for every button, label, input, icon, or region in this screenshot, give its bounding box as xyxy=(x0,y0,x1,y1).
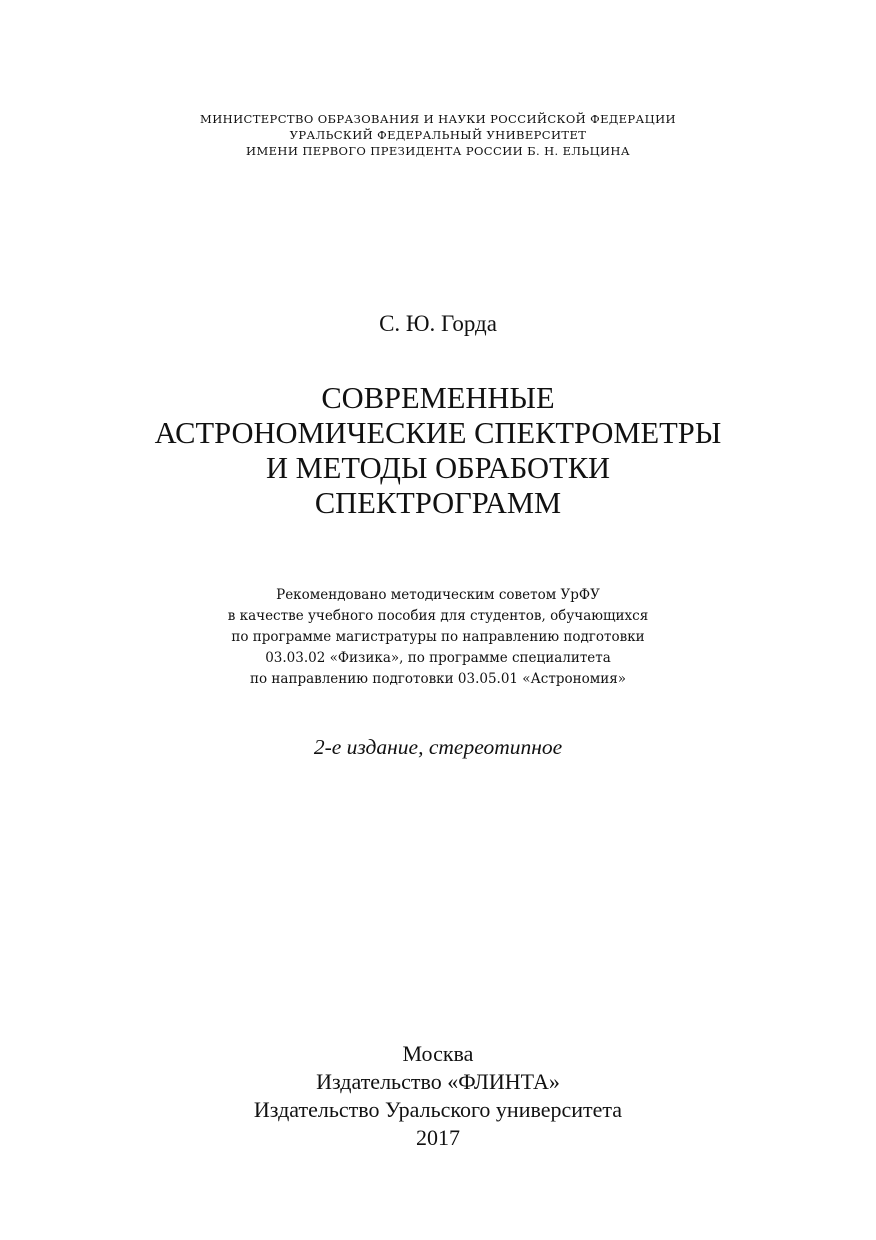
author-name: С. Ю. Горда xyxy=(379,311,497,336)
title-line: СПЕКТРОГРАММ xyxy=(314,486,562,520)
recommendation-line: в качестве учебного пособия для студентов, обучающихся xyxy=(227,608,649,624)
imprint-publisher: Издательство Уральского университета xyxy=(253,1097,623,1122)
recommendation-line: Рекомендовано методическим советом УрФУ xyxy=(276,587,600,603)
title-line: СОВРЕМЕННЫЕ xyxy=(321,381,555,415)
publisher-imprint xyxy=(0,1040,876,1152)
university-line: УРАЛЬСКИЙ ФЕДЕРАЛЬНЫЙ УНИВЕРСИТЕТ xyxy=(289,128,587,142)
university-name-line: ИМЕНИ ПЕРВОГО ПРЕЗИДЕНТА РОССИИ Б. Н. ЕЛЬЦИНА xyxy=(246,144,630,158)
organization-header xyxy=(0,111,876,159)
imprint-year: 2017 xyxy=(416,1125,460,1150)
edition-text: 2-е издание, стереотипное xyxy=(313,735,563,759)
imprint-publisher: Издательство «ФЛИНТА» xyxy=(316,1069,560,1094)
imprint-city: Москва xyxy=(402,1041,474,1066)
ministry-line: МИНИСТЕРСТВО ОБРАЗОВАНИЯ И НАУКИ РОССИЙСКОЙ ФЕДЕРАЦИИ xyxy=(200,112,676,126)
title-line: И МЕТОДЫ ОБРАБОТКИ xyxy=(265,451,611,485)
recommendation-line: 03.03.02 «Физика», по программе специалитета xyxy=(265,650,611,666)
edition-note xyxy=(0,733,876,761)
title-line: АСТРОНОМИЧЕСКИЕ СПЕКТРОМЕТРЫ xyxy=(154,416,722,450)
recommendation-line: по программе магистратуры по направлению подготовки xyxy=(231,629,645,645)
recommendation-line: по направлению подготовки 03.05.01 «Астрономия» xyxy=(249,671,626,687)
author xyxy=(0,309,876,339)
book-title xyxy=(0,381,876,521)
recommendation-note xyxy=(0,585,876,690)
